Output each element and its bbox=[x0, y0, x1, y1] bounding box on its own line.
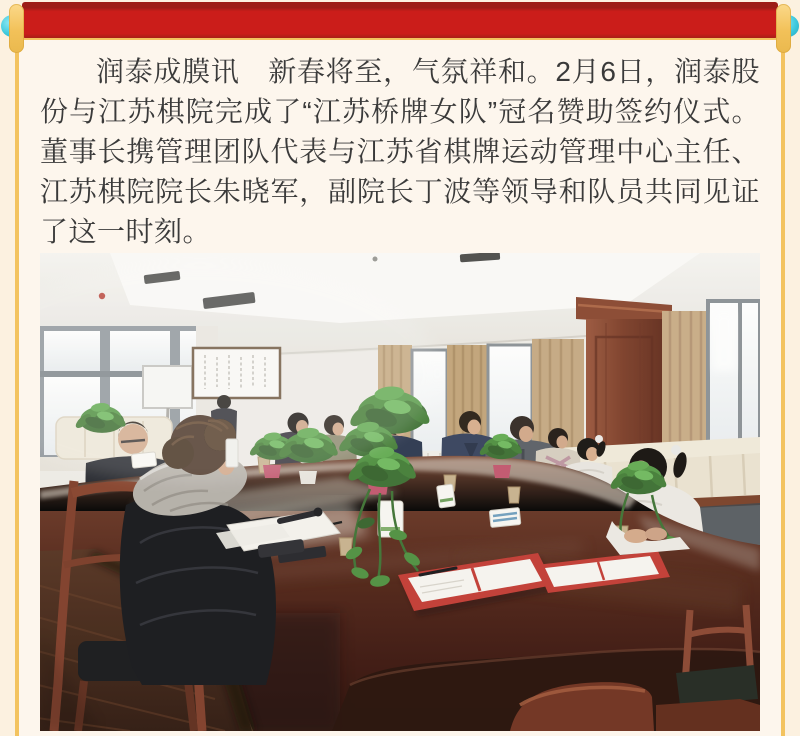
signing-ceremony-photo[interactable] bbox=[40, 253, 760, 731]
festive-scroll-banner bbox=[22, 2, 778, 38]
scroll-cap-right-icon bbox=[776, 4, 791, 53]
scroll-cap-left-icon bbox=[9, 4, 24, 53]
photo-figure bbox=[40, 253, 760, 731]
photo-lighting bbox=[40, 253, 760, 731]
article-panel bbox=[15, 36, 785, 736]
article-paragraph: 润泰成膜讯 新春将至，气氛祥和。2月6日，润泰股份与江苏棋院完成了“江苏桥牌女队”冠名赞助签约仪式。董事长携管理团队代表与江苏省棋牌运动管理中心主任、江苏棋院院长朱晓军，副院长丁波等领导和队员共同见证了这一时刻。 bbox=[40, 56, 760, 247]
